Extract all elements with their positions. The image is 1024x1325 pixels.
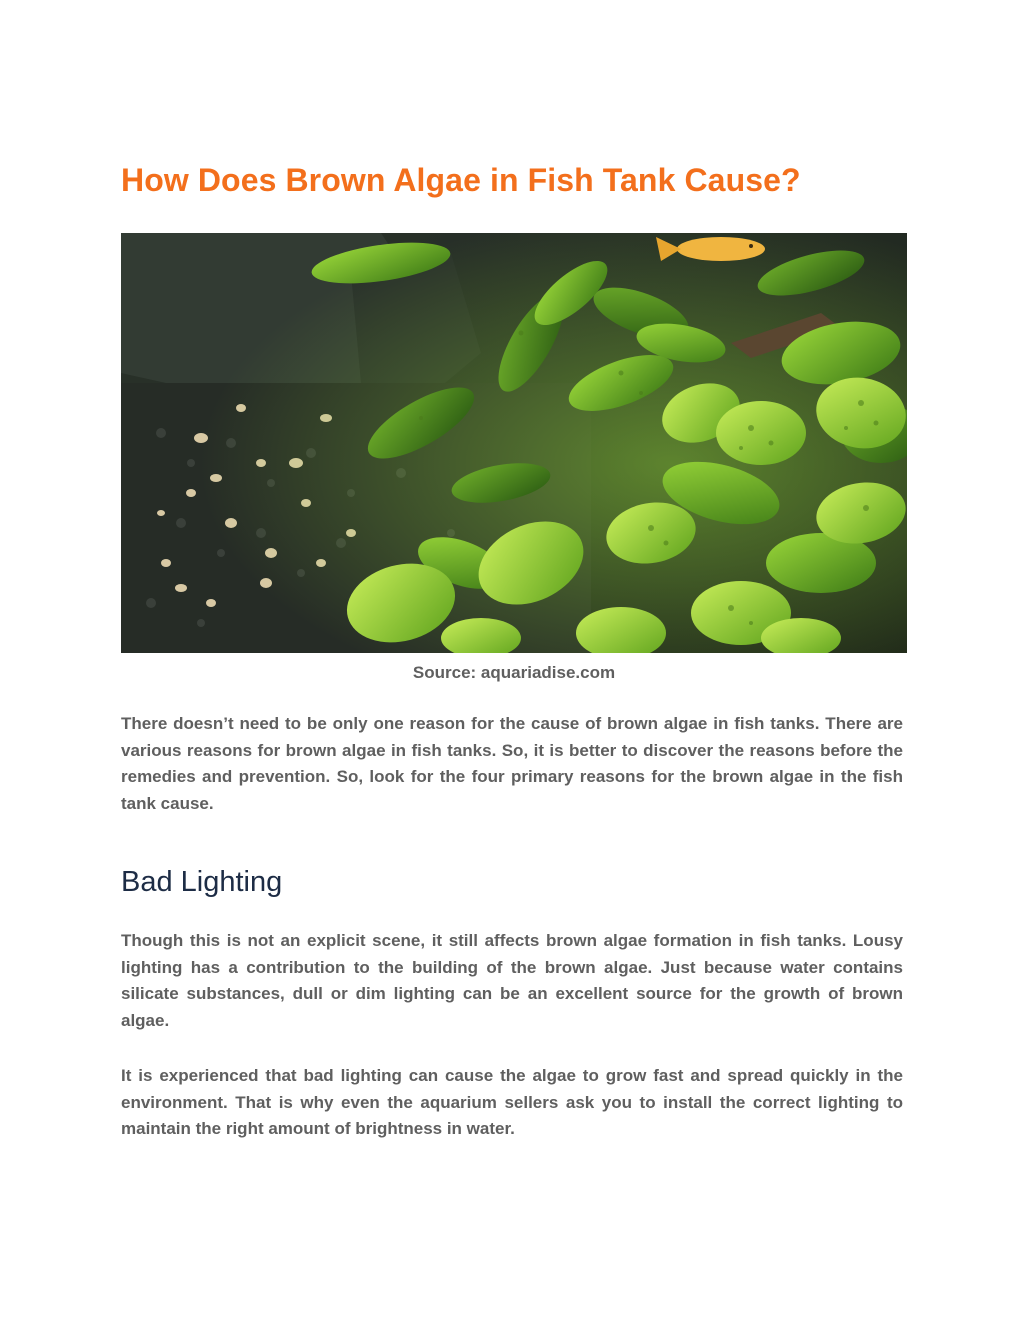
aquarium-photo <box>121 233 907 653</box>
image-caption: Source: aquariadise.com <box>412 663 616 682</box>
section-paragraph: Though this is not an explicit scene, it still affects brown algae formation in fish tanks. Lousy lighting has a contribution to the building of the brown algae. Just because water contains silicate substances, dull or dim lighting can be an excellent source for the growth of brown algae. <box>121 931 903 1030</box>
section-heading: Bad Lighting <box>121 866 283 898</box>
page-title: How Does Brown Algae in Fish Tank Cause? <box>121 162 801 198</box>
section-paragraph: It is experienced that bad lighting can cause the algae to grow fast and spread quickly in the environment. That is why even the aquarium sellers ask you to install the correct lighting to maintain the right amount of brightness in water. <box>121 1066 903 1139</box>
intro-paragraph: There doesn’t need to be only one reason for the cause of brown algae in fish tanks. There are various reasons for brown algae in fish tanks. So, it is better to discover the reasons before the remedies and prevention. So, look for the four primary reasons for the brown algae in the fish tank cause. <box>121 714 903 813</box>
aquarium-photo-illustration <box>121 233 907 653</box>
